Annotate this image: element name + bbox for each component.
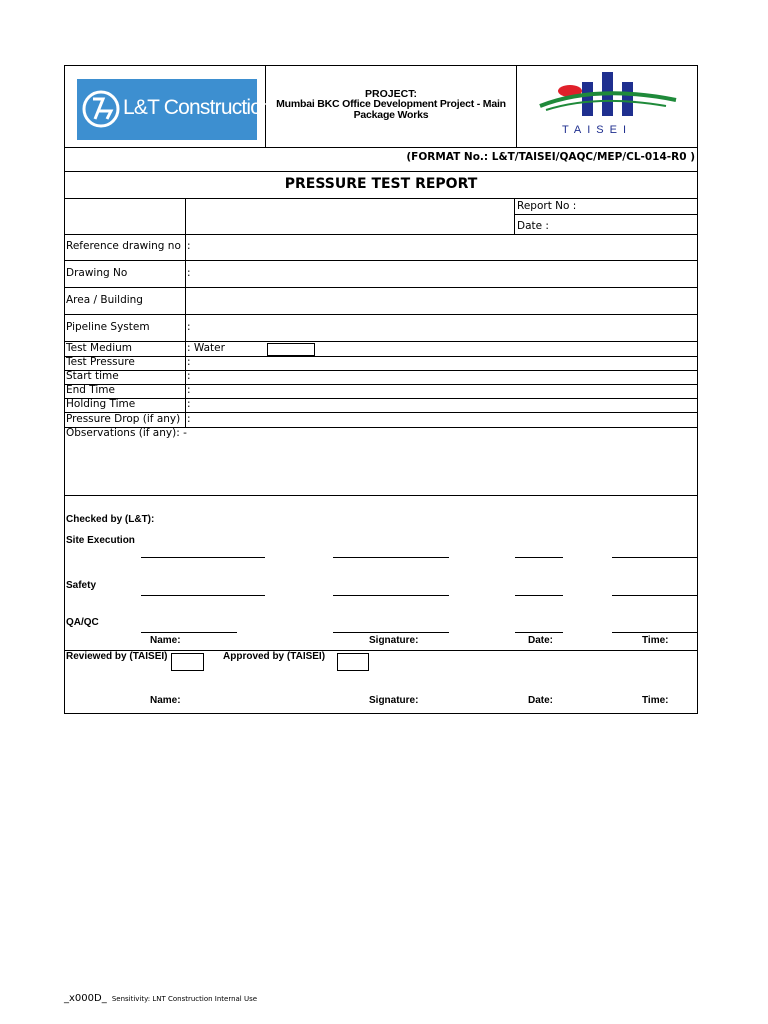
field-value-drawing-no[interactable]: : (187, 267, 191, 279)
field-value-pipeline-system[interactable]: : (187, 321, 191, 333)
reviewed-by-label: Reviewed by (TAISEI) (66, 651, 168, 662)
test-value-start-time[interactable]: : (187, 370, 191, 382)
reviewed-by-checkbox[interactable] (171, 653, 204, 671)
safety-time-line[interactable] (612, 595, 698, 596)
reviewed-time-header: Time: (642, 695, 669, 706)
test-value-pressure[interactable]: : (187, 356, 191, 368)
test-label-start-time: Start time (66, 370, 119, 382)
checked-date-header: Date: (528, 635, 554, 646)
field-value-area-building[interactable] (187, 294, 692, 307)
qaqc-name-line[interactable] (141, 632, 237, 633)
format-number: (FORMAT No.: L&T/TAISEI/QAQC/MEP/CL-014-R0 ) (406, 151, 695, 163)
test-value-end-time[interactable]: : (187, 384, 191, 396)
test-label-end-time: End Time (66, 384, 115, 396)
header-divider-2 (516, 65, 517, 147)
qaqc-date-line[interactable] (515, 632, 563, 633)
report-block-bottom-line (64, 234, 698, 235)
observations-label: Observations (if any): - (66, 427, 187, 439)
taisei-logo-text: TAISEI (562, 124, 633, 136)
footer (64, 986, 257, 1005)
safety-date-line[interactable] (515, 595, 563, 596)
safety-signature-line[interactable] (333, 595, 449, 596)
checked-name-header: Name: (150, 635, 181, 646)
footer-code: _x000D_ (64, 993, 107, 1004)
field-line-3 (64, 314, 698, 315)
field-line-1 (64, 260, 698, 261)
field-label-drawing-no: Drawing No (66, 267, 128, 279)
field-line-4 (64, 341, 698, 342)
header-bottom-line (64, 147, 698, 148)
checked-by-title: Checked by (L&T): (66, 514, 155, 525)
test-value-holding-time[interactable]: : (187, 398, 191, 410)
test-label-holding-time: Holding Time (66, 398, 136, 410)
lt-logo (77, 79, 273, 140)
date-label: Date : (517, 220, 549, 232)
taisei-emblem-icon (536, 70, 680, 122)
lt-emblem-icon (81, 89, 121, 129)
report-block-right-divider (514, 198, 515, 234)
test-label-medium: Test Medium (66, 342, 132, 354)
field-line-2 (64, 287, 698, 288)
field-value-reference-drawing[interactable]: : (187, 240, 191, 252)
footer-sensitivity: Sensitivity: LNT Construction Internal Use (111, 995, 258, 1003)
safety-name-line[interactable] (141, 595, 265, 596)
observations-bottom-line (64, 495, 698, 496)
report-no-label: Report No : (517, 200, 577, 212)
checked-signature-header: Signature: (369, 635, 419, 646)
reviewed-name-header: Name: (150, 695, 181, 706)
qaqc-label: QA/QC (66, 617, 99, 628)
field-label-area-building: Area / Building (66, 294, 143, 306)
reviewed-signature-header: Signature: (369, 695, 419, 706)
site-execution-label: Site Execution (66, 535, 135, 546)
format-row-line (64, 171, 698, 172)
observations-area[interactable] (66, 442, 694, 492)
site-execution-time-line[interactable] (612, 557, 698, 558)
field-label-pipeline-system: Pipeline System (66, 321, 150, 333)
reviewed-date-header: Date: (528, 695, 554, 706)
report-block-left-divider (185, 198, 186, 234)
report-title: PRESSURE TEST REPORT (284, 176, 478, 192)
test-label-pressure: Test Pressure (66, 356, 135, 368)
qaqc-time-line[interactable] (612, 632, 698, 633)
test-value-pressure-drop[interactable]: : (187, 413, 191, 425)
qaqc-signature-line[interactable] (333, 632, 449, 633)
project-label: PROJECT: (365, 88, 417, 100)
approved-by-label: Approved by (TAISEI) (223, 651, 326, 662)
title-row-line (64, 198, 698, 199)
taisei-logo (536, 70, 680, 142)
project-name: Mumbai BKC Office Development Project - Main Package Works (276, 98, 506, 121)
test-value-medium[interactable]: : Water (187, 342, 225, 354)
safety-label: Safety (66, 580, 97, 591)
site-execution-name-line[interactable] (141, 557, 265, 558)
lt-logo-text: L&T Construction (123, 96, 273, 119)
test-medium-checkbox[interactable] (267, 343, 315, 356)
report-no-line (514, 214, 698, 215)
site-execution-date-line[interactable] (515, 557, 563, 558)
approved-by-checkbox[interactable] (337, 653, 369, 671)
field-label-reference-drawing: Reference drawing no (66, 240, 181, 252)
checked-time-header: Time: (642, 635, 669, 646)
site-execution-signature-line[interactable] (333, 557, 449, 558)
test-label-pressure-drop: Pressure Drop (if any) (66, 413, 181, 425)
